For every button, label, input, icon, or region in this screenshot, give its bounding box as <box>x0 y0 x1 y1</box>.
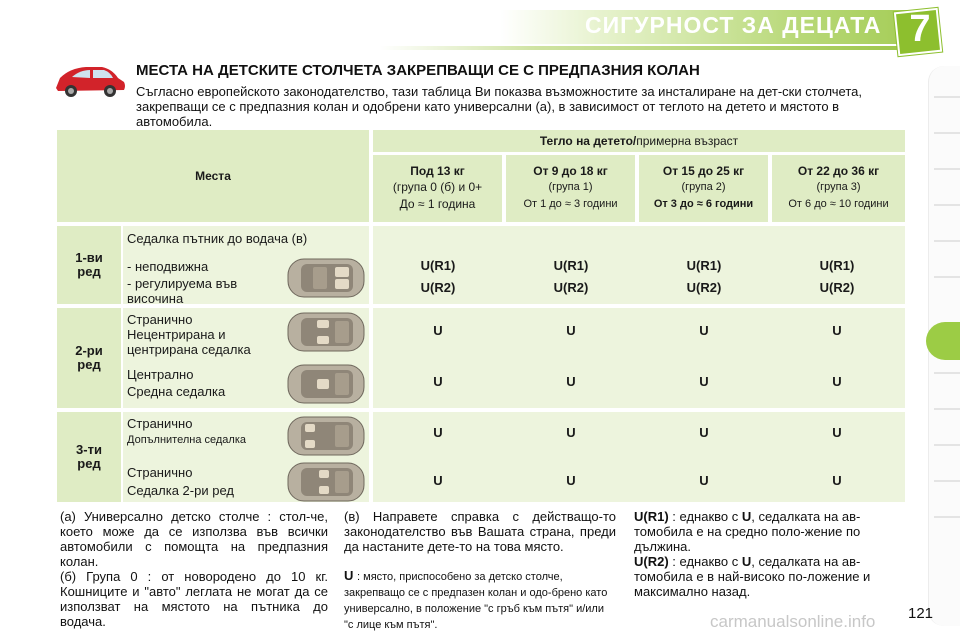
footnote-ur1-post: , седалката на ав-томобила е на средно поло-жение по дължина. <box>634 509 861 554</box>
group-header <box>639 155 768 222</box>
car-icon <box>52 60 128 100</box>
footnote-ur1-pre: : еднакво с <box>672 509 739 524</box>
footnote-ur2 <box>634 554 906 599</box>
footnote-b: (б) Група 0 : от новородено до 10 кг. Кошниците и "авто" леглата не могат да се използват на мястото на пътника до водача. <box>60 569 328 629</box>
position-option: - регулируема във височина <box>127 276 238 306</box>
group-title: Под 13 кг <box>410 164 465 178</box>
group-name: (група 2) <box>681 181 726 193</box>
position-title: Седалка пътник до водача (в) <box>127 231 308 246</box>
chapter-tab[interactable] <box>934 132 960 134</box>
weight-header-bold: Тегло на детето/ <box>539 134 637 148</box>
section-title: МЕСТА НА ДЕТСКИТЕ СТОЛЧЕТА ЗАКРЕПВАЩИ СЕ С ПРЕДПАЗНИЯ КОЛАН <box>136 62 700 79</box>
chapter-tab[interactable] <box>934 204 960 206</box>
position-title: Странично <box>127 465 193 480</box>
seat-diagram-side-icon <box>287 312 365 352</box>
chapter-tab[interactable] <box>934 276 960 278</box>
footnote-u-text: : място, приспособено за детско столче, закрепващо се с предпазен колан и одо-брено като универсално, в положение "с гръб към пътя" и/или "с лице към пътя". <box>344 571 608 631</box>
value-cell: U(R1) <box>686 258 722 273</box>
group-name: (група 0 (б) и 0+ <box>392 180 483 194</box>
value-cell: U <box>566 425 576 440</box>
value-cell: U <box>566 374 576 389</box>
footnote-ur1-u: U <box>741 509 752 524</box>
value-cell: U <box>699 374 709 389</box>
group-age: От 1 до ≈ 3 години <box>523 198 618 210</box>
page-title: СИГУРНОСТ ЗА ДЕЦАТА <box>585 12 882 38</box>
group-header <box>506 155 635 222</box>
chapter-tab[interactable] <box>934 444 960 446</box>
seats-header-label: Места <box>195 169 231 183</box>
value-cell: U <box>699 425 709 440</box>
value-cell: U <box>566 323 576 338</box>
position-option: - неподвижна <box>127 259 209 274</box>
value-cell: U <box>433 473 443 488</box>
value-cell: U <box>433 323 443 338</box>
header-underline <box>380 46 900 50</box>
footnote-a: (а) Универсално детско столче : стол-че, което може да се използва във всички автомобили с помощта на предпазния колан. <box>60 509 328 569</box>
footnote-u <box>344 568 616 632</box>
seat-diagram-second-row-icon <box>287 462 365 502</box>
position-detail: Нецентрирана и центрирана седалка <box>127 327 251 357</box>
watermark: carmanualsonline.info <box>710 612 876 631</box>
section-intro: Съгласно европейското законодателство, тази таблица Ви показва възможностите за инсталиране на дет-ски столчета, закрепващи се с предпазния колан и одобрени като универсални (а), в зависимост от теглото на детето и мястото в автомобила. <box>136 84 863 129</box>
footnote-ur1-key: U(R1) <box>634 509 669 524</box>
seat-diagram-third-icon <box>287 416 365 456</box>
value-cell: U(R2) <box>686 280 722 295</box>
group-name: (група 3) <box>816 181 861 193</box>
group-title: От 9 до 18 кг <box>533 164 608 178</box>
footnote-ur2-key: U(R2) <box>634 554 669 569</box>
chapter-number: 7 <box>909 8 931 50</box>
page-number: 121 <box>908 605 934 622</box>
chapter-tab[interactable] <box>934 408 960 410</box>
value-cell: U(R2) <box>553 280 589 295</box>
row-label-text: 2-ри ред <box>75 343 103 372</box>
position-title: Странично <box>127 312 193 327</box>
chapter-tab[interactable] <box>934 240 960 242</box>
weight-header-rest: примерна възраст <box>636 134 739 148</box>
value-cell: U(R1) <box>819 258 855 273</box>
footnote-u-key: U <box>344 568 354 583</box>
footnote-c: (в) Направете справка с действащо-то законодателство във Вашата страна, преди да настаните дете-то на това място. <box>344 509 616 554</box>
chapter-tab[interactable] <box>934 516 960 518</box>
position-title: Странично <box>127 416 193 431</box>
seat-table <box>57 130 905 502</box>
group-header <box>772 155 905 222</box>
value-cell: U <box>433 425 443 440</box>
row-label-text: 3-ти ред <box>76 442 102 471</box>
position-detail: Средна седалка <box>127 384 226 399</box>
weight-header <box>373 130 905 152</box>
seat-diagram-center-icon <box>287 364 365 404</box>
footnote-ur1 <box>634 509 906 554</box>
active-chapter-tab[interactable] <box>926 322 960 360</box>
chapter-tab[interactable] <box>934 480 960 482</box>
value-cell: U(R2) <box>420 280 456 295</box>
group-header <box>373 155 502 222</box>
group-title: От 22 до 36 кг <box>797 164 880 178</box>
row-label <box>57 308 121 408</box>
value-cell: U <box>433 374 443 389</box>
seat-diagram-front-icon <box>287 258 365 298</box>
row-label <box>57 412 121 502</box>
footnote-ur2-u: U <box>741 554 752 569</box>
group-title: От 15 до 25 кг <box>662 164 745 178</box>
group-age: До ≈ 1 година <box>399 197 476 211</box>
value-cell: U <box>566 473 576 488</box>
value-cell: U(R2) <box>819 280 855 295</box>
seats-header <box>57 130 369 222</box>
row-label-text: 1-ви ред <box>75 250 103 279</box>
position-detail: Седалка 2-ри ред <box>127 483 234 498</box>
value-cell: U(R1) <box>420 258 456 273</box>
group-name: (група 1) <box>548 181 593 193</box>
position-detail: Допълнителна седалка <box>127 434 246 446</box>
group-age: От 3 до ≈ 6 години <box>653 198 754 210</box>
chapter-tab[interactable] <box>934 168 960 170</box>
value-cell: U <box>832 473 842 488</box>
value-cell: U <box>832 323 842 338</box>
value-cell: U <box>699 323 709 338</box>
position-title: Централно <box>127 367 194 382</box>
chapter-tab[interactable] <box>934 96 960 98</box>
value-cell: U <box>832 425 842 440</box>
footnote-ur2-post: , седалката на ав-томобила е в най-високо по-ложение и максимално назад. <box>634 554 871 599</box>
group-age: От 6 до ≈ 10 години <box>788 198 889 210</box>
chapter-tab[interactable] <box>934 372 960 374</box>
value-cell: U(R1) <box>553 258 589 273</box>
row-label <box>57 226 121 304</box>
value-cell: U <box>699 473 709 488</box>
footnote-ur2-pre: : еднакво с <box>672 554 739 569</box>
value-cell: U <box>832 374 842 389</box>
